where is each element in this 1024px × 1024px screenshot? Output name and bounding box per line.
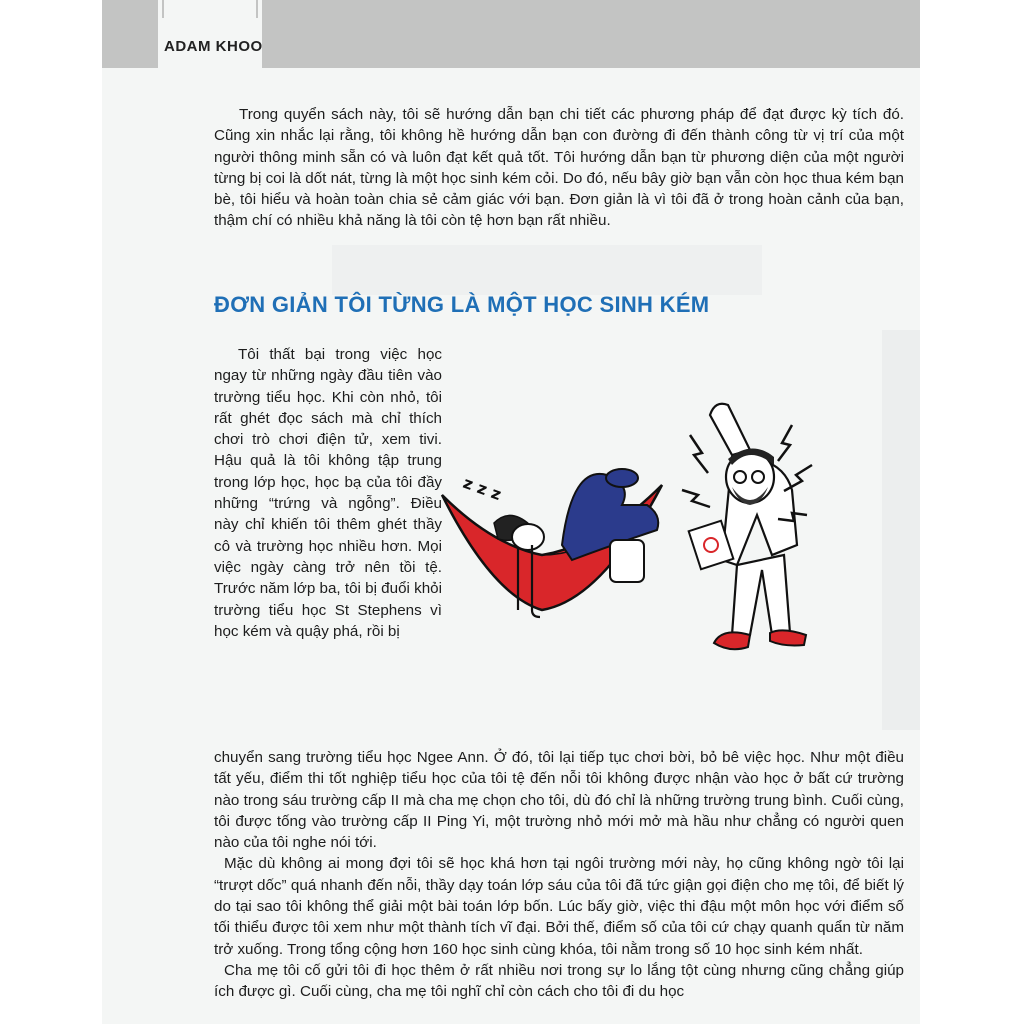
continued-paragraph: chuyển sang trường tiểu học Ngee Ann. Ở đó, tôi lại tiếp tục chơi bời, bỏ bê việc học. Như một điều tất yếu, điểm thi tốt nghiệp tiểu học của tôi tệ đến nỗi tôi không được nhận vào học ở bất cứ trường nào trong sáu trường cấp II mà cha mẹ chọn cho tôi, dù đó chỉ là những trường trung bình. Cuối cùng, tôi được tống vào trường cấp II Ping Yi, một trường nhỏ mới mở mà hầu như chẳng có người quen nào của tôi nghe nói tới. [214, 749, 904, 852]
section-heading: ĐƠN GIẢN TÔI TỪNG LÀ MỘT HỌC SINH KÉM [214, 292, 710, 317]
author-name: ADAM KHOO [164, 38, 263, 55]
book-page [102, 0, 920, 1024]
hammock-sleeper-icon [442, 469, 662, 617]
cartoon-illustration [432, 395, 832, 685]
wide-text-block [214, 747, 904, 1003]
show-through-column [882, 330, 920, 730]
header-tab-line [162, 0, 258, 18]
paragraph-two: Mặc dù không ai mong đợi tôi sẽ học khá hơn tại ngôi trường mới này, họ cũng không ngờ tôi lại “trượt dốc” quá nhanh đến nỗi, thầy dạy toán lớp sáu của tôi đã tức giận gọi điện cho mẹ tôi, để biết lý do tại sao tôi không thể giải một bài toán lớp bốn. Lúc bấy giờ, việc thi đậu một môn học với điểm số tối thiểu được tôi xem như một thành tích vĩ đại. Bởi thế, điểm số của tôi cứ chạy quanh quẩn từ năm trở xuống. Trong tổng cộng hơn 160 học sinh cùng khóa, tôi nằm trong số 10 học sinh kém nhất. [214, 855, 904, 958]
show-through-band [332, 245, 762, 295]
intro-paragraph: Trong quyển sách này, tôi sẽ hướng dẫn bạn chi tiết các phương pháp để đạt được kỳ tích đó. Cũng xin nhắc lại rằng, tôi không hề hướng dẫn bạn con đường đi đến thành công từ vị trí của một người thông minh sẵn có và luôn đạt kết quả tốt. Tôi hướng dẫn bạn từ phương diện của một người từng bị coi là dốt nát, từng là một học sinh kém cỏi. Do đó, nếu bây giờ bạn vẫn còn học thua kém bạn bè, tôi hiểu và hoàn toàn chia sẻ cảm giác với bạn. Đơn giản là vì tôi đã ở trong hoàn cảnh của bạn, thậm chí có nhiều khả năng là tôi còn tệ hơn bạn rất nhiều. [214, 106, 904, 230]
sleep-mark: z z z [460, 472, 504, 505]
narrow-paragraph: Tôi thất bại trong việc học ngay từ những ngày đầu tiên vào trường tiểu học. Khi còn nhỏ, tôi rất ghét đọc sách mà chỉ thích chơi trò chơi điện tử, xem tivi. Hậu quả là tôi không tập trung trong lớp học, học bạ của tôi đầy những “trứng và ngỗng”. Điều này chỉ khiến tôi thêm ghét thầy cô và trường học nhiều hơn. Mọi việc ngày càng trở nên tồi tệ. Trước năm lớp ba, tôi bị đuổi khỏi trường tiểu học St Stephens vì học kém và quậy phá, rồi bị [214, 346, 442, 640]
angry-teacher-icon [682, 404, 812, 650]
paragraph-three: Cha mẹ tôi cố gửi tôi đi học thêm ở rất nhiều nơi trong sự lo lắng tột cùng nhưng cũng chẳng giúp ích được gì. Cuối cùng, cha mẹ tôi nghĩ chỉ còn cách cho tôi đi du học [214, 961, 904, 1001]
